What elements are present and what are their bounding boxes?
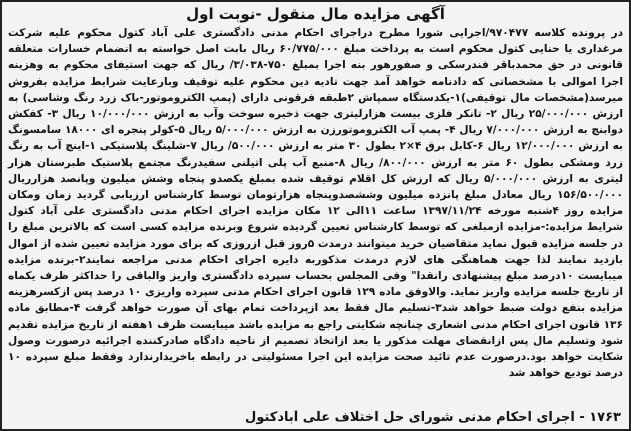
footer-reference-number: ۱۷۶۳ bbox=[589, 410, 621, 425]
footer-issuer: - اجرای احکام مدنی شورای حل اختلاف علی آبادکتول bbox=[245, 410, 585, 425]
notice-body: در پرونده کلاسه ۹۷۰۴۷۷/اجرایی شورا مطرح دراجرای احکام مدنی دادگستری علی آباد کتول محکوم علیه شرکت مرغداری یا حنایی کتول محکوم است به پرداخت مبلغ ۶۰/۷۷۵/۰۰۰ ریال بابت اصل خواسته به انضمام خسارات متعلقه قانونی در حق محمدباقر فندرسکی و صفورهور بنه اجرا بمبلغ ۷۵۰-۳/۰۳۸/ ریال که جهت استیفای محکوم به وهزینه اجرا اموالی با مشخصاتی که دادنامه خواهد آمد جهت تادیه دین محکوم علیه توقیف وبارعایت شرایط مزایده بفروش میرسد(مشخصات مال توقیفی)۱-یکدستگاه سمپاش ۲طبقه فرقونی دارای (پمپ الکتروموتور-باک زرد رنگ وشاسی) به ارزش ۲۵/۰۰۰/۰۰۰ ریال ۲- تانکر فلزی بیست هزارلیتری جهت ذخیره سوخت وآب به ارزش ۱۰/۰۰۰/۰۰۰ ریال ۳- کفکش دوابنچ به ارزش ۷/۰۰۰/۰۰۰ ریال ۴- پمپ آب الکتروموتورزن به ارزش ۵/۰۰۰/۰۰۰ ریال ۵-کولر پنجره ای ۱۸۰۰۰ سامسونگ به ارزش ۱۲/۰۰۰/۰۰۰ ریال ۶-کابل برق ۴×۲ بطول ۳۰ متر به ارزش ۵۰۰/۰۰۰/ ریال ۷-شلینگ پلاستیکی ۱-اینچ آب به رنگ زرد ومشکی بطول ۶۰ متر به ارزش ۸۰۰/۰۰۰/ ریال ۸-منبع آب پلی اتیلنی سفیدرنگ مجتمع پلاستیک طبرستان هزار لیتری به ارزش ۵/۰۰۰/۰۰۰ ریال که ارزش کل اقلام توقیف شده بمبلغ یکصدو پنجاه وشش میلیون وپانصد هزارریال ۱۵۶/۵۰۰/۰۰۰ ریال معادل مبلغ پانزده میلیون وششصدوپنجاه هزارتومان توسط کارشناس ارزیابی گردید زمان ومکان مزایده روز ۴شنبه مورخه ۱۳۹۷/۱۱/۲۴ ساعت ۱۱الی ۱۲ مکان مزایده اجرای احکام مدنی دادگستری علی آباد کتول شرایط مزایده:-مزایده ازمبلغی که توسط کارشناس تعیین گردیده شروع وبرنده مزایده کسی است که بالاترین مبلغ را در جلسه مزایده قبول نماید متقاضیان خرید میتوانند درمدت ۵روز قبل ازروزی که برای مورد مزایده تعیین شده از اموال بازدید نمایند لذا جهت هماهنگی های لازم درمدت مذکوربه دایره اجرای احکام مدنی مراجعه نمایند۲-برنده مزایده میبایست ۱۰درصد مبلغ پیشنهادی رانقدا" وفی المجلس بحساب سپرده دادگستری واریز والباقی را حداکثر ظرف یکماه از تاریخ جلسه مزایده واریز نماید. والاوفق ماده ۱۲۹ قانون اجرای احکام مدنی سپرده واریزی ۱۰ درصد پس ازکسرهزینه مزایده بنفع دولت ضبط خواهد شد۳-تسلیم مال فقط بعد ازپرداخت تمام بهای آن صورت خواهد گرفت ۴-مطابق ماده ۱۳۶ قانون اجرای احکام مدنی اشعاری چنانچه شکایتی راجع به مزایده باشد میبایست ظرف ۱هفته از تاریخ مزایده تقدیم شود وتسلیم مال پس ازانقضای مهلت مذکور یا بعد ازاتخاذ تصمیم از ناحیه دادگاه صادرکننده اجرائیه درصورت وصول شکایت خواهد بود.درصورت عدم تائید صحت مزایده این اجرا مسئولیتی در رابطه باخریدارندارد وفقط مبلغ سپرده ۱۰ درصد تودیع خواهد شد bbox=[8, 27, 624, 380]
notice-footer bbox=[10, 410, 621, 426]
notice-title: آگهی مزایده مال منقول -نوبت اول bbox=[186, 5, 445, 23]
